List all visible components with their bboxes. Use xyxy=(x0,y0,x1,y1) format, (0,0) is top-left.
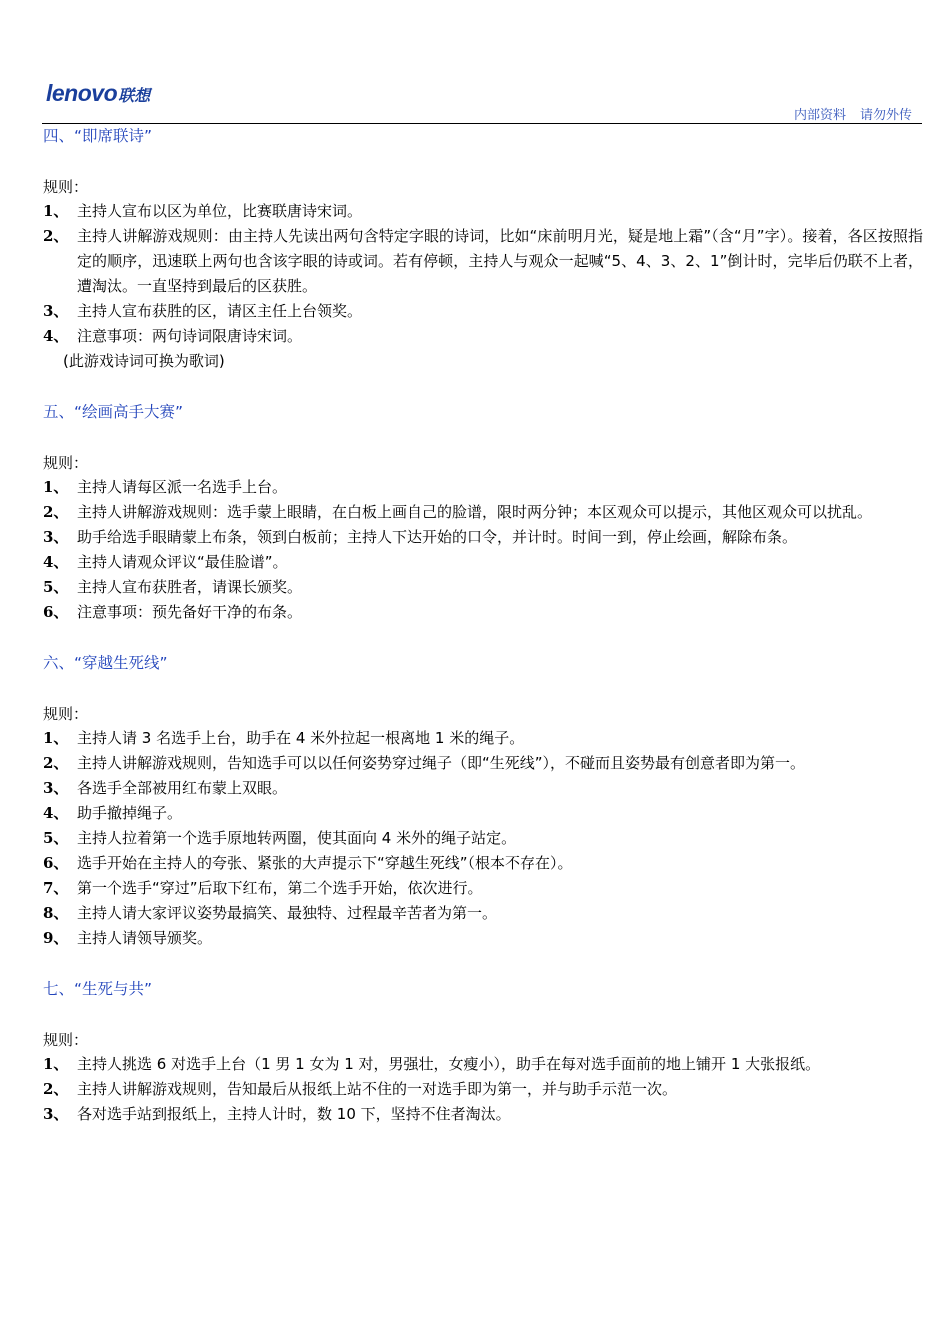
rule-number: 6、 xyxy=(43,603,69,621)
rule-text: 助手撤掉绳子。 xyxy=(77,804,183,822)
rule-item xyxy=(43,575,923,600)
note-no-distribute: 请勿外传 xyxy=(859,108,912,123)
rule-number: 3、 xyxy=(43,1105,69,1123)
rule-item xyxy=(43,726,923,751)
rule-number: 2、 xyxy=(43,503,69,521)
rule-item xyxy=(43,500,923,525)
rule-text: 主持人宣布获胜者，请课长颁奖。 xyxy=(77,578,303,596)
rule-text: 主持人讲解游戏规则：选手蒙上眼睛，在白板上画自己的脸谱，限时两分钟；本区观众可以提示，其他区观众可以扰乱。 xyxy=(77,503,873,521)
rule-number: 2、 xyxy=(43,754,69,772)
rule-number: 6、 xyxy=(43,854,69,872)
section-title: 七、“生死与共” xyxy=(43,980,153,998)
title-gap xyxy=(43,1001,923,1028)
rule-number: 9、 xyxy=(43,929,69,947)
rule-number: 2、 xyxy=(43,1080,69,1098)
rule-number: 1、 xyxy=(43,729,69,747)
rule-item xyxy=(43,801,923,826)
rule-number: 7、 xyxy=(43,879,69,897)
rules-label: 规则： xyxy=(43,705,89,723)
rule-item xyxy=(43,776,923,801)
confidential-note xyxy=(794,104,912,123)
section-title: 四、“即席联诗” xyxy=(43,127,153,145)
note-internal: 内部资料 xyxy=(793,108,846,123)
rule-text: 各选手全部被用红布蒙上双眼。 xyxy=(77,779,288,797)
rule-number: 4、 xyxy=(43,327,69,345)
rule-text: 主持人请大家评议姿势最搞笑、最独特、过程最辛苦者为第一。 xyxy=(77,904,498,922)
rule-item xyxy=(43,299,923,324)
rule-number: 1、 xyxy=(43,1055,69,1073)
rule-item xyxy=(43,851,923,876)
rule-number: 4、 xyxy=(43,553,69,571)
section-7 xyxy=(43,977,923,1127)
rule-text: 主持人讲解游戏规则：由主持人先读出两句含特定字眼的诗词，比如“床前明月光，疑是地上霜”（含“月”字）。接着，各区按照指定的顺序，迅速联上两句也含该字眼的诗或词。若有停顿，主持人与观众一起喊“5、4、3、2、1”倒计时，完毕后仍联不上者，遭淘汰。一直坚持到最后的区获胜。 xyxy=(77,227,923,295)
lenovo-logo xyxy=(46,80,150,104)
section-note: (此游戏诗词可换为歌词) xyxy=(63,352,225,370)
rules-label: 规则： xyxy=(43,454,89,472)
rule-item xyxy=(43,926,923,951)
section-gap xyxy=(43,374,923,400)
rule-item xyxy=(43,224,923,299)
title-gap xyxy=(43,675,923,702)
rule-item xyxy=(43,876,923,901)
rule-text: 主持人挑选 6 对选手上台（1 男 1 女为 1 对，男强壮，女瘦小），助手在每对选手面前的地上铺开 1 大张报纸。 xyxy=(77,1055,821,1073)
rule-item xyxy=(43,550,923,575)
rule-number: 1、 xyxy=(43,478,69,496)
rule-text: 助手给选手眼睛蒙上布条，领到白板前；主持人下达开始的口令，并计时。时间一到，停止绘画，解除布条。 xyxy=(77,528,798,546)
rule-number: 5、 xyxy=(43,829,69,847)
section-5 xyxy=(43,400,923,625)
logo-text-en: lenovo xyxy=(46,80,118,106)
rules-label: 规则： xyxy=(43,178,89,196)
rule-text: 主持人宣布以区为单位，比赛联唐诗宋词。 xyxy=(77,202,363,220)
section-6 xyxy=(43,651,923,951)
rule-text: 主持人讲解游戏规则，告知最后从报纸上站不住的一对选手即为第一，并与助手示范一次。 xyxy=(77,1080,678,1098)
rule-number: 8、 xyxy=(43,904,69,922)
rule-text: 主持人请观众评议“最佳脸谱”。 xyxy=(77,553,288,571)
rule-text: 注意事项：两句诗词限唐诗宋词。 xyxy=(77,327,303,345)
section-title: 五、“绘画高手大赛” xyxy=(43,403,184,421)
rule-text: 主持人请每区派一名选手上台。 xyxy=(77,478,288,496)
section-gap xyxy=(43,951,923,977)
rule-text: 注意事项：预先备好干净的布条。 xyxy=(77,603,303,621)
title-gap xyxy=(43,424,923,451)
rule-text: 主持人请 3 名选手上台，助手在 4 米外拉起一根离地 1 米的绳子。 xyxy=(77,729,525,747)
rule-text: 各对选手站到报纸上，主持人计时，数 10 下，坚持不住者淘汰。 xyxy=(77,1105,511,1123)
rule-text: 主持人拉着第一个选手原地转两圈，使其面向 4 米外的绳子站定。 xyxy=(77,829,517,847)
rule-number: 3、 xyxy=(43,779,69,797)
rules-label: 规则： xyxy=(43,1031,89,1049)
rule-number: 3、 xyxy=(43,528,69,546)
rule-item xyxy=(43,826,923,851)
rule-number: 5、 xyxy=(43,578,69,596)
rule-item xyxy=(43,901,923,926)
rule-text: 主持人讲解游戏规则，告知选手可以以任何姿势穿过绳子（即“生死线”），不碰而且姿势最有创意者即为第一。 xyxy=(77,754,806,772)
rule-number: 1、 xyxy=(43,202,69,220)
rule-item xyxy=(43,199,923,224)
rule-item xyxy=(43,751,923,776)
logo-text-cn: 联想 xyxy=(118,86,151,105)
rule-text: 选手开始在主持人的夸张、紧张的大声提示下“穿越生死线”（根本不存在）。 xyxy=(77,854,573,872)
rule-item xyxy=(43,475,923,500)
rule-item xyxy=(43,600,923,625)
rule-number: 4、 xyxy=(43,804,69,822)
rule-text: 主持人请领导颁奖。 xyxy=(77,929,213,947)
rule-item xyxy=(43,525,923,550)
document-body xyxy=(43,124,923,1127)
title-gap xyxy=(43,148,923,175)
section-4 xyxy=(43,124,923,374)
rule-item xyxy=(43,324,923,349)
section-title: 六、“穿越生死线” xyxy=(43,654,168,672)
rule-text: 第一个选手“穿过”后取下红布，第二个选手开始，依次进行。 xyxy=(77,879,483,897)
rule-number: 3、 xyxy=(43,302,69,320)
rule-text: 主持人宣布获胜的区，请区主任上台领奖。 xyxy=(77,302,363,320)
rule-number: 2、 xyxy=(43,227,69,245)
section-gap xyxy=(43,625,923,651)
rule-item xyxy=(43,1077,923,1102)
rule-item xyxy=(43,1102,923,1127)
rule-item xyxy=(43,1052,923,1077)
